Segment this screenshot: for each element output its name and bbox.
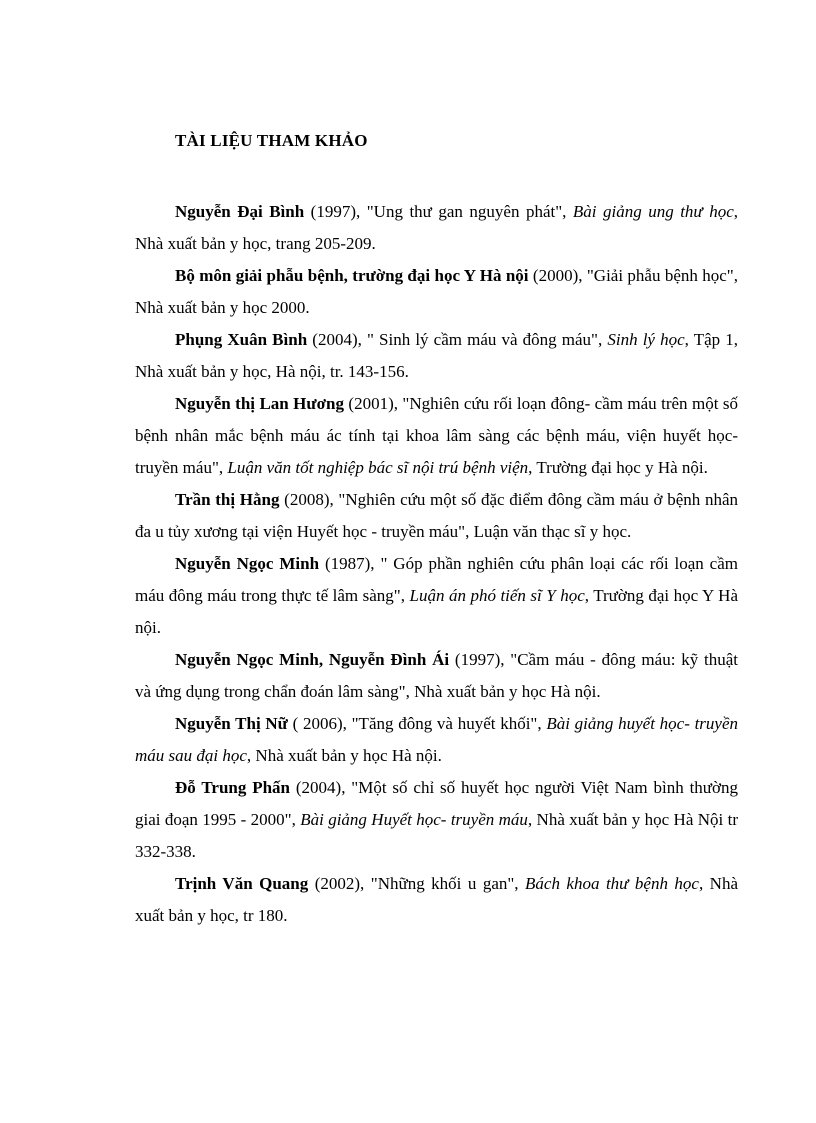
reference-item (135, 324, 738, 388)
reference-item (135, 388, 738, 484)
references-heading: TÀI LIỆU THAM KHẢO (175, 131, 368, 150)
reference-item (135, 260, 738, 324)
reference-text: ( 2006), "Tăng đông và huyết khối", (287, 714, 547, 733)
reference-source: Bài giảng huyết học- truyền máu sau đại học (135, 714, 739, 765)
reference-source: Sinh lý học (607, 330, 685, 349)
reference-author: Trịnh Văn Quang (175, 874, 309, 893)
reference-text: (1997), "Ung thư gan nguyên phát", (304, 202, 573, 221)
reference-text: (2004), " Sinh lý cầm máu và đông máu", (307, 330, 608, 349)
reference-source: Bài giảng ung thư học (572, 202, 734, 221)
reference-text: (1987), " Góp phần nghiên cứu phân loại các rối loạn cầm máu đông máu trong thực tế lâm sàng", (135, 554, 738, 605)
reference-text: (2001), "Nghiên cứu rối loạn đông- cầm máu trên một số bệnh nhân mắc bệnh máu ác tính tại khoa lâm sàng các bệnh máu, viện huyết học- truyền máu", (135, 394, 738, 477)
reference-item (135, 484, 738, 548)
reference-publisher: , Tập 1, Nhà xuất bản y học, Hà nội, tr. 143-156. (135, 330, 739, 381)
reference-source: Luận văn tốt nghiệp bác sĩ nội trú bệnh viện (227, 458, 529, 477)
reference-list (135, 196, 738, 932)
reference-text: (2002), "Những khối u gan", (308, 874, 526, 893)
reference-item (135, 644, 738, 708)
reference-publisher: , Nhà xuất bản y học Hà Nội tr 332-338. (135, 810, 739, 861)
reference-author: Nguyễn Đại Bình (175, 202, 305, 221)
reference-publisher: , Trường đại học Y Hà nội. (135, 586, 738, 637)
reference-item (135, 548, 738, 644)
reference-item (135, 772, 738, 868)
reference-publisher: , Trường đại học y Hà nội. (528, 458, 708, 477)
reference-author: Nguyễn thị Lan Hương (175, 394, 344, 413)
reference-item (135, 196, 738, 260)
reference-source: Bách khoa thư bệnh học (525, 874, 699, 893)
reference-text: (2004), "Một số chỉ số huyết học người Việt Nam bình thường giai đoạn 1995 - 2000", (135, 778, 739, 829)
reference-author: Trần thị Hằng (175, 490, 280, 509)
reference-author: Nguyễn Ngọc Minh, Nguyễn Đình Ái (175, 650, 450, 669)
reference-author: Đỗ Trung Phấn (175, 778, 291, 797)
reference-source: Luận án phó tiến sĩ Y học (409, 586, 585, 605)
reference-author: Nguyễn Thị Nữ (175, 714, 288, 733)
reference-text: (2000), "Giải phẫu bệnh học", Nhà xuất bản y học 2000. (135, 266, 739, 317)
reference-author: Phụng Xuân Bình (175, 330, 308, 349)
reference-author: Nguyễn Ngọc Minh (175, 554, 320, 573)
reference-author: Bộ môn giải phẫu bệnh, trường đại học Y Hà nội (175, 266, 529, 285)
reference-source: Bài giảng Huyết học- truyền máu (300, 810, 528, 829)
reference-item (135, 868, 738, 932)
reference-text: (2008), "Nghiên cứu một số đặc điểm đông cầm máu ở bệnh nhân đa u tủy xương tại viện Huyết học - truyền máu", Luận văn thạc sĩ y học. (135, 490, 739, 541)
reference-item (135, 708, 738, 772)
reference-publisher: , Nhà xuất bản y học Hà nội. (246, 746, 442, 765)
reference-publisher: , Nhà xuất bản y học, trang 205-209. (135, 202, 738, 253)
reference-publisher: , Nhà xuất bản y học, tr 180. (135, 874, 739, 925)
reference-text: (1997), "Cầm máu - đông máu: kỹ thuật và ứng dụng trong chẩn đoán lâm sàng", Nhà xuất bản y học Hà nội. (135, 650, 738, 701)
